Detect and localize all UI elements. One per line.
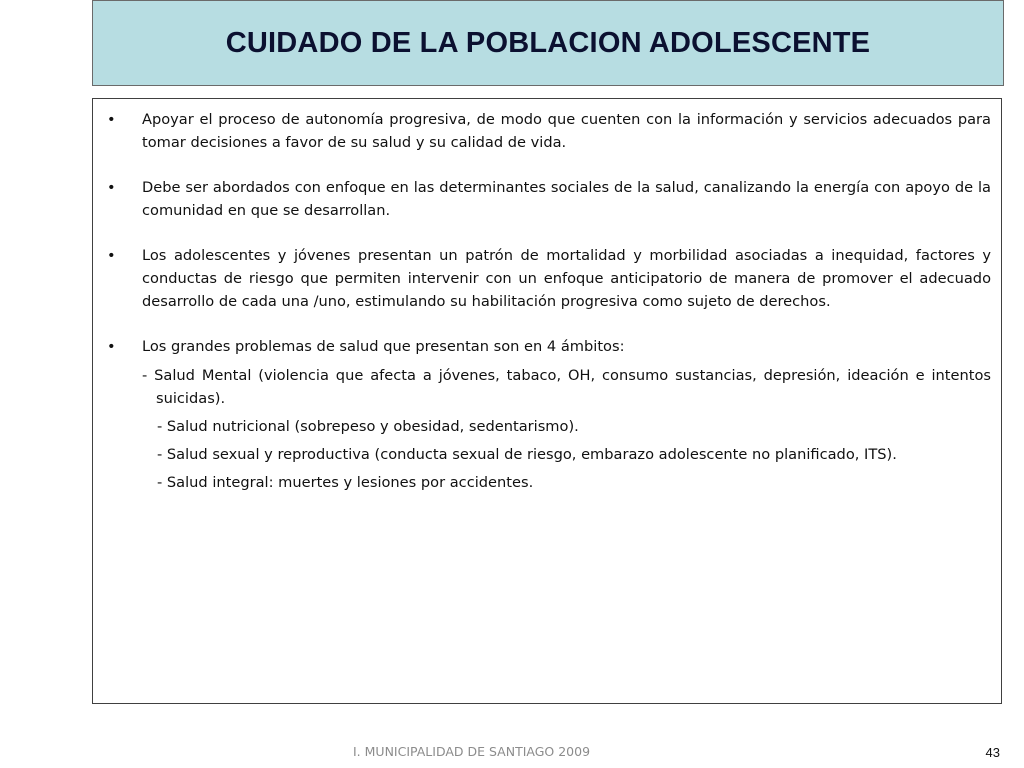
content-box [92,98,1002,704]
footer-text: I. MUNICIPALIDAD DE SANTIAGO 2009 [353,744,591,759]
sub-item-salud-sexual: - Salud sexual y reproductiva (conducta sexual de riesgo, embarazo adolescente no planificado, ITS). [157,446,897,463]
bullet-item-mortalidad [107,244,991,313]
title-banner [92,0,1004,86]
bullet-text: Apoyar el proceso de autonomía progresiva, de modo que cuenten con la información y servicios adecuados para tomar decisiones a favor de su salud y su calidad de vida. [142,111,991,151]
sub-item-salud-integral: - Salud integral: muertes y lesiones por accidentes. [157,474,534,491]
bullet-text: Debe ser abordados con enfoque en las determinantes sociales de la salud, canalizando la energía con apoyo de la comunidad en que se desarrollan. [142,179,991,219]
bullet-text: Los grandes problemas de salud que presentan son en 4 ámbitos: [142,338,625,355]
sub-item-salud-mental: - Salud Mental (violencia que afecta a jóvenes, tabaco, OH, consumo sustancias, depresión, ideación e intentos suicidas). [142,367,991,407]
bullet-item-autonomia [107,108,991,154]
bullet-marker: • [107,247,116,264]
bullet-marker: • [107,338,116,355]
bullet-marker: • [107,111,116,128]
bullet-marker: • [107,179,116,196]
page-number: 43 [985,745,1000,760]
bullet-text: Los adolescentes y jóvenes presentan un patrón de mortalidad y morbilidad asociadas a inequidad, factores y conductas de riesgo que permiten intervenir con un enfoque anticipatorio de manera de promover el adecuado desarrollo de cada una /uno, estimulando su habilitación progresiva como sujeto de derechos. [142,247,991,310]
bullet-item-problemas [107,335,991,358]
bullet-item-determinantes [107,176,991,222]
sub-item-list [107,364,991,494]
slide-title: CUIDADO DE LA POBLACION ADOLESCENTE [225,26,871,59]
sub-item-salud-nutricional: - Salud nutricional (sobrepeso y obesidad, sedentarismo). [157,418,579,435]
